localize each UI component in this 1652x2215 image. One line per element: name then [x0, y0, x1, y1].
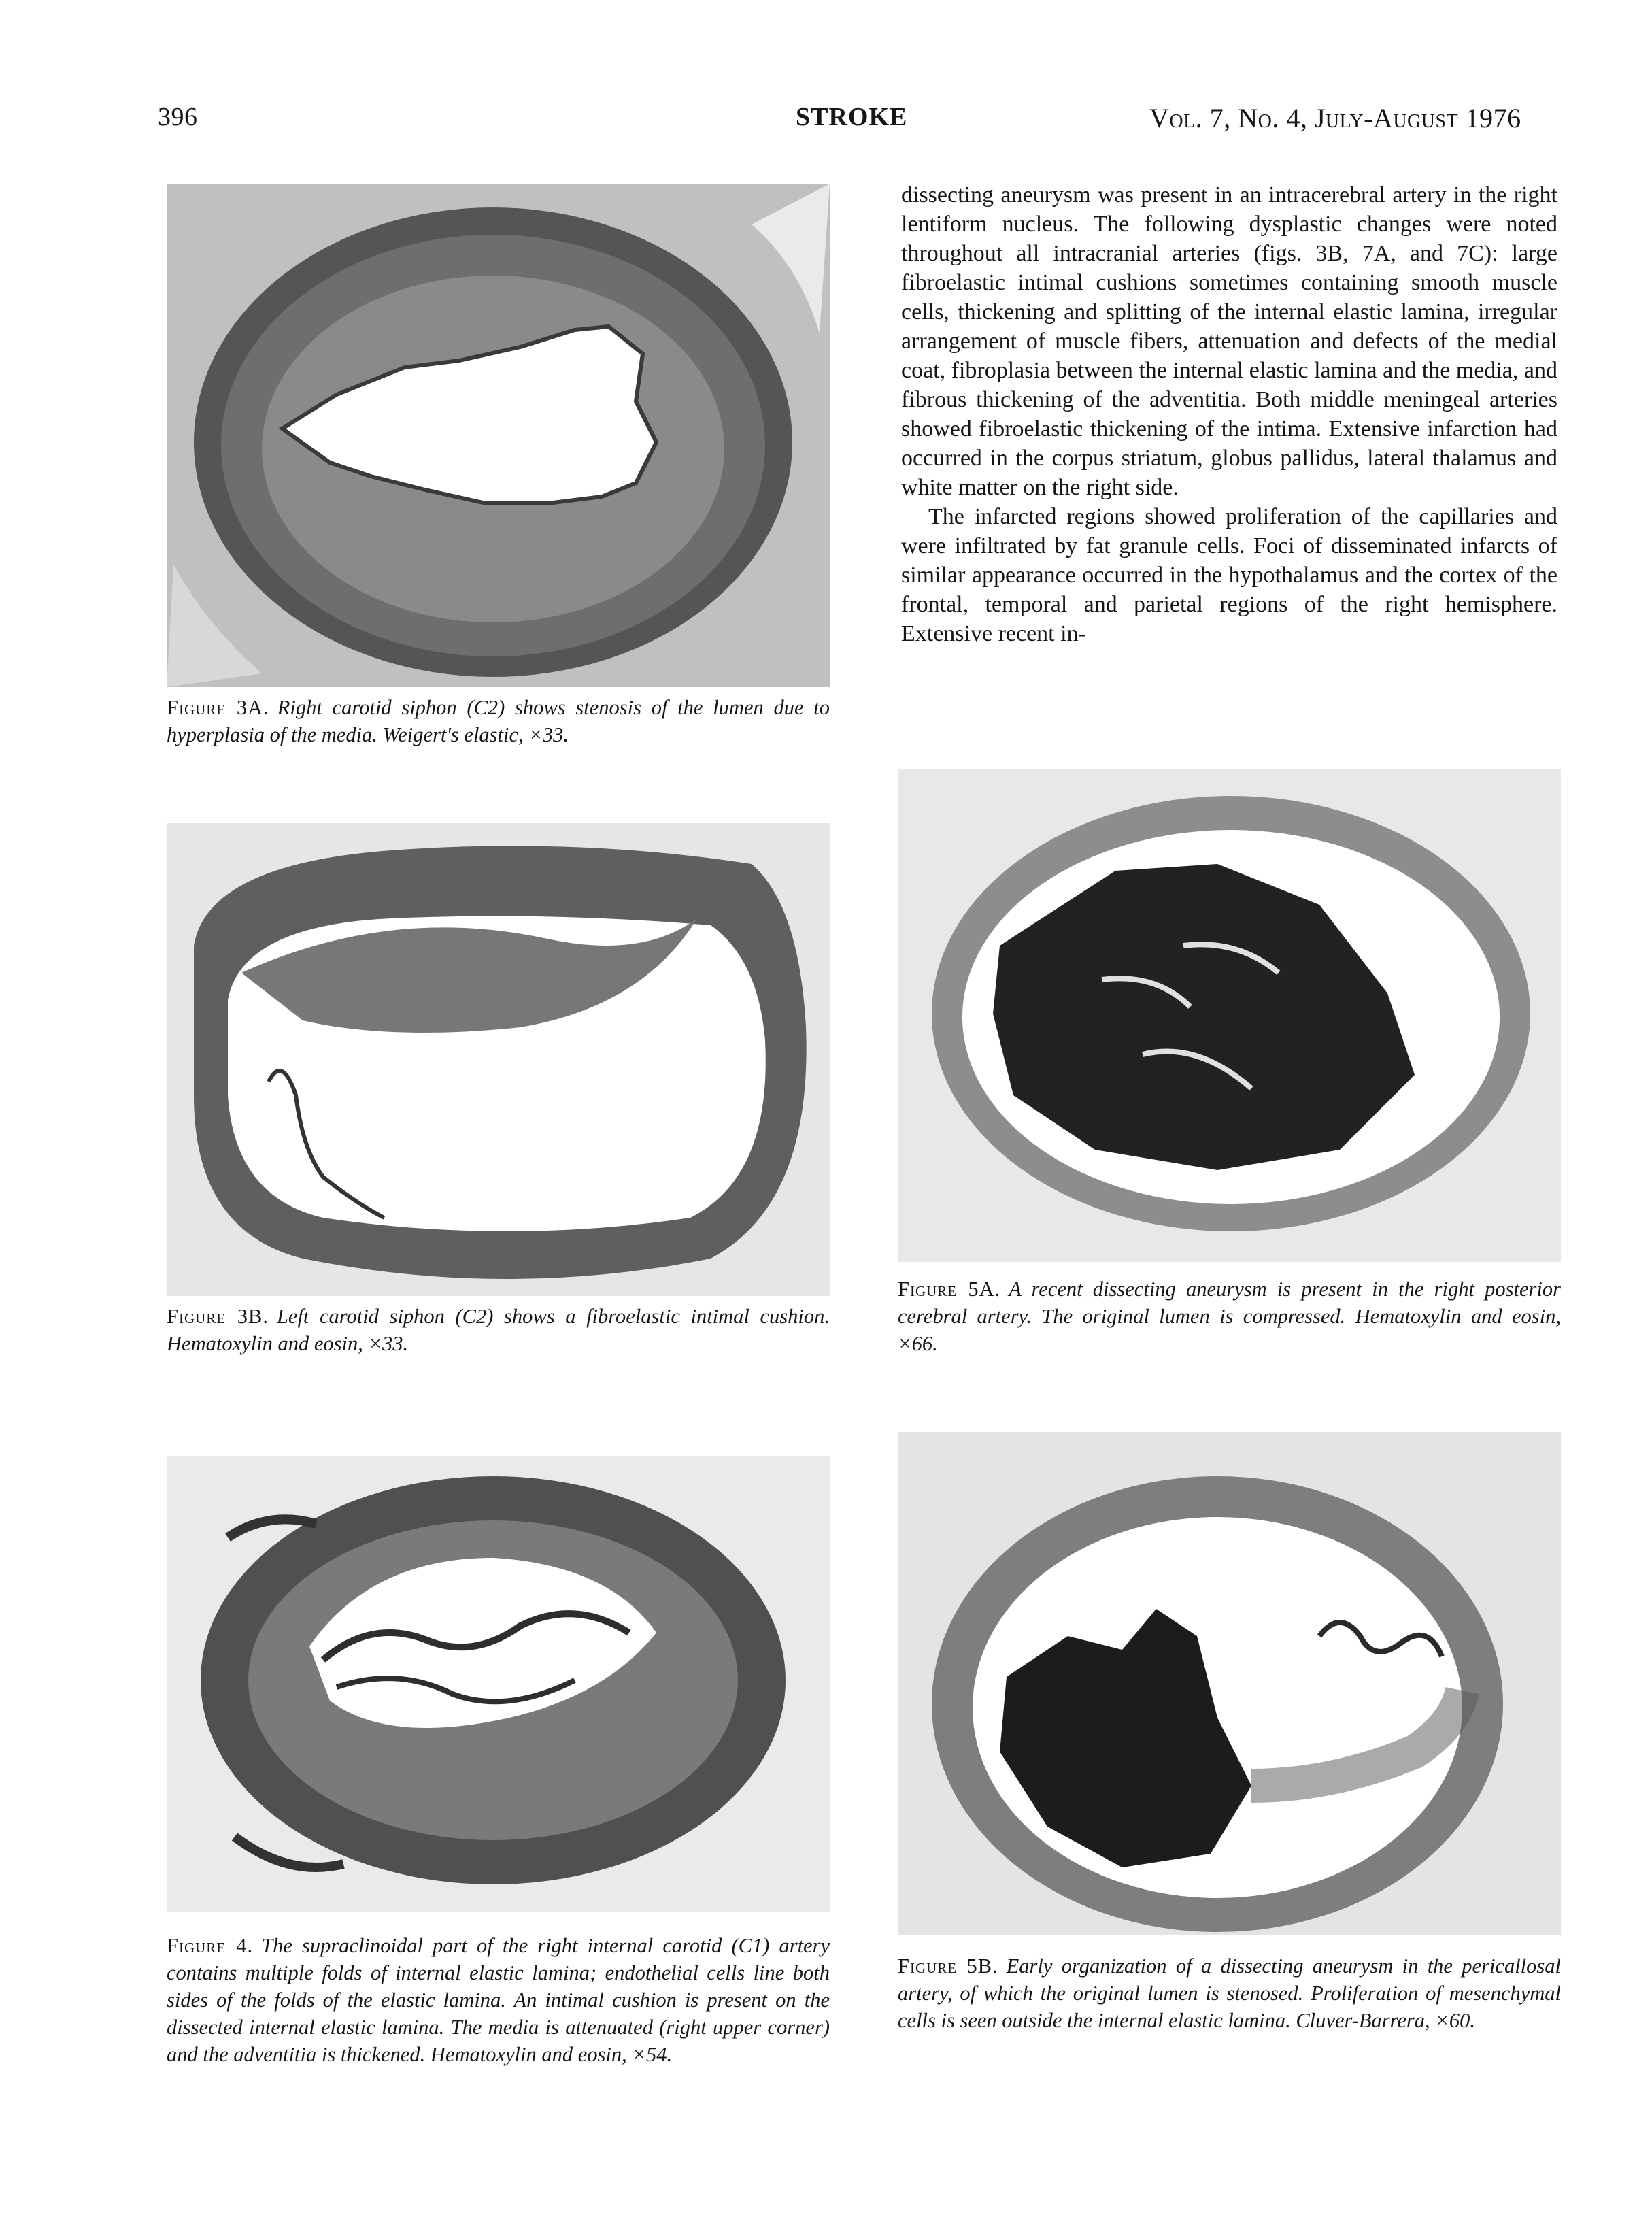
figure-3a-image	[167, 184, 830, 687]
figure-3b-image	[167, 823, 830, 1296]
figure-5a-label: Figure 5A.	[898, 1278, 1001, 1301]
figure-3a-caption	[167, 694, 830, 748]
figure-4-image	[167, 1456, 830, 1912]
figure-3a-caption-text: Right carotid siphon (C2) shows stenosis of the lumen due to hyperplasia of the media. Weigert's elastic, ×33.	[167, 696, 830, 746]
issue-info: Vol. 7, No. 4, July-August 1976	[1149, 103, 1521, 133]
figure-5b-micrograph	[898, 1432, 1561, 1935]
figure-5a-caption	[898, 1276, 1561, 1357]
figure-5a-micrograph	[898, 769, 1561, 1262]
figure-5a-caption-text: A recent dissecting aneurysm is present in the right posterior cerebral artery. The original lumen is compressed. Hematoxylin and eosin, ×66.	[898, 1278, 1561, 1355]
figure-5b-caption-text: Early organization of a dissecting aneurysm in the pericallosal artery, of which the original lumen is stenosed. Proliferation of mesenchymal cells is seen outside the internal elastic lamina. Cluver-Barrera, ×60.	[898, 1954, 1561, 2032]
figure-4-micrograph	[167, 1456, 830, 1912]
figure-5a-image	[898, 769, 1561, 1262]
figure-3b-label: Figure 3B.	[167, 1305, 269, 1328]
figure-3b-caption	[167, 1303, 830, 1357]
figure-4-caption-text: The supraclinoidal part of the right internal carotid (C1) artery contains multiple folds of internal elastic lamina; endothelial cells line both sides of the folds of the elastic lamina. An intimal cushion is present on the dissected internal elastic lamina. The media is attenuated (right upper corner) and the adventitia is thickened. Hematoxylin and eosin, ×54.	[167, 1934, 830, 2066]
page-number: 396	[158, 103, 198, 131]
figure-5b-label: Figure 5B.	[898, 1954, 998, 1978]
body-text	[901, 180, 1557, 648]
figure-3b-micrograph	[167, 823, 830, 1296]
figure-4-label: Figure 4.	[167, 1934, 254, 1957]
figure-3b-caption-text: Left carotid siphon (C2) shows a fibroelastic intimal cushion. Hematoxylin and eosin, ×33.	[167, 1305, 830, 1355]
figure-4-caption	[167, 1932, 830, 2068]
figure-3a-micrograph	[167, 184, 830, 687]
figure-5b-caption	[898, 1952, 1561, 2034]
journal-title: STROKE	[796, 103, 908, 131]
body-paragraph-2: The infarcted regions showed proliferation of the capillaries and were infiltrated by fat granule cells. Foci of disseminated infarcts of similar appearance occurred in the hypothalamus and the cortex of the frontal, temporal and parietal regions of the right hemisphere. Extensive recent in-	[901, 504, 1557, 646]
body-paragraph-1: dissecting aneurysm was present in an intracerebral artery in the right lentiform nucleus. The following dysplastic changes were noted throughout all intracranial arteries (figs. 3B, 7A, and 7C): large fibroelastic intimal cushions sometimes containing smooth muscle cells, thickening and splitting of the internal elastic lamina, irregular arrangement of muscle fibers, attenuation and defects of the medial coat, fibroplasia between the internal elastic lamina and the media, and fibrous thickening of the adventitia. Both middle meningeal arteries showed fibroelastic thickening of the intima. Extensive infarction had occurred in the corpus striatum, globus pallidus, lateral thalamus and white matter on the right side.	[901, 182, 1557, 500]
figure-5b-image	[898, 1432, 1561, 1935]
figure-3a-label: Figure 3A.	[167, 696, 269, 719]
